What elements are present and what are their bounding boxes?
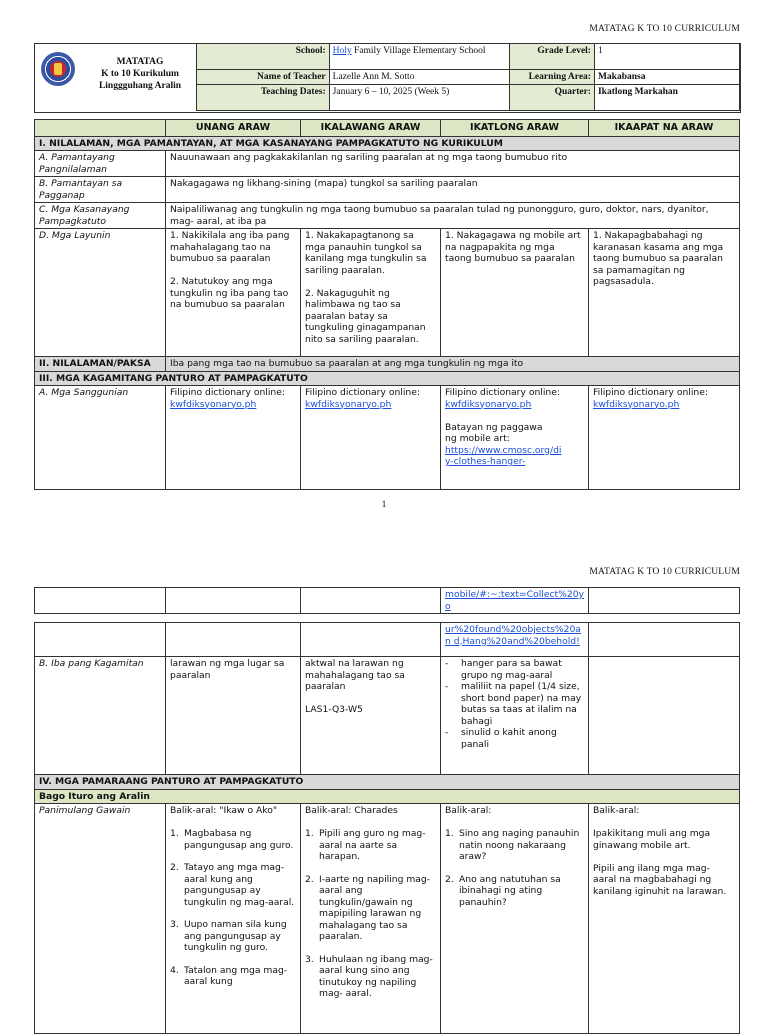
kwf-link-3[interactable]: kwfdiksyonaryo.ph [445,398,532,410]
row-d-label: D. Mga Layunin [35,229,166,357]
section-4-title: IV. MGA PAMARAANG PANTURO AT PAMPAGKATUTO [35,775,740,790]
section-1-title: I. NILALAMAN, MGA PAMANTAYAN, AT MGA KASANAYANG PAMPAGKATUTO NG KURIKULUM [35,136,740,151]
section-2-label: II. NILALAMAN/PAKSA [35,357,166,372]
school-value: Holy Family Village Elementary School [329,44,509,70]
iba-day3 [441,657,589,775]
title-line-2: K to 10 Kurikulum [101,69,179,79]
row-c-label: C. Mga Kasanayang Pampagkatuto [35,203,166,229]
panimula-day4: Balik-aral: Ipakikitang muli ang mga ginawang mobile art. Pipili ang ilang mga mag- aaral na magbabahagi ng kanilang iginuhit na larawan. [589,804,740,1034]
step-item: 2. I-aarte ng napiling mag- aaral ang tungkulin/gawain ng mapipiling larawan ng mahalagang tao sa paaralan. [305,873,431,942]
row-c-text: Naipaliliwanag ang tungkulin ng mga taong bumubuo sa paaralan tulad ng punongguro, guro, doktor, nars, dyanitor, mag- aaral, at iba pa [166,203,740,229]
bago-ituro-title: Bago Ituro ang Aralin [35,789,740,804]
row-b-label: B. Pamantayan sa Pagganap [35,177,166,203]
sanggunian-day4: Filipino dictionary online: kwfdiksyonaryo.ph [589,386,740,490]
cmosc-link-cont-1[interactable]: mobile/#:~:text=Collect%20yo [445,589,584,612]
batayan-text: Batayan ng paggawa ng mobile art: [445,421,543,444]
iba-day2: aktwal na larawan ng mahahalagang tao sa paaralan LAS1-Q3-W5 [301,657,441,775]
panimula-day1: Balik-aral: "Ikaw o Ako" 1. Magbabasa ng pangungusap ang guro. 2. Tatayo ang mga mag- aaral kung ang pangungusap ay tungkulin ng mag-aaral. 3. Uupo naman sila kung ang pangungusap ay tungkulin ng guro. 4. Tatalon ang mga mag- aaral kung [166,804,301,1034]
row-a-label: A. Pamantayang Pangnilalaman [35,151,166,177]
dates-label: Teaching Dates: [197,85,330,111]
step-item: 3. Uupo naman sila kung ang pangungusap ay tungkulin ng guro. [170,919,287,953]
quarter-label: Quarter: [509,85,594,111]
panimula-day2: Balik-aral: Charades 1. Pipili ang guro ng mag- aaral na aarte sa harapan. 2. I-aarte ng napiling mag- aaral ang tungkulin/gawain ng mapipiling larawan ng mahalagang tao sa paaralan. 3. Huhulaan ng ibang mag- aaral kung sino ang tinutukoy ng napiling mag- aaral. [301,804,441,1034]
school-value-link[interactable]: Holy [332,46,352,56]
kwf-link-1[interactable]: kwfdiksyonaryo.ph [170,398,257,410]
area-label: Learning Area: [509,70,594,85]
dates-value: January 6 – 10, 2025 (Week 5) [329,85,509,111]
grade-label: Grade Level: [509,44,594,70]
header-info-table [196,43,740,111]
step-item: 2. Ano ang natutuhan sa ibinahagi ng ating panauhin? [445,873,561,908]
panimula-day3: Balik-aral: 1. Sino ang naging panauhin natin noong nakaraang araw? 2. Ano ang natutuhan sa ibinahagi ng ating panauhin? [441,804,589,1034]
grade-value: 1 [594,44,739,70]
corner-cell [35,120,166,137]
cmosc-link-cont-2[interactable]: ur%20found%20objects%20an d,Hang%20and%20behold! [445,624,581,647]
step-item: 3. Huhulaan ng ibang mag- aaral kung sino ang tinutukoy ng napiling mag- aaral. [305,953,433,999]
step-item: 1. Magbabasa ng pangungusap ang guro. [170,828,294,851]
iba-day4 [589,657,740,775]
material-item: - sinulid o kahit anong panali [445,727,584,750]
sanggunian-day1: Filipino dictionary online: kwfdiksyonaryo.ph [166,386,301,490]
lesson-table-page2 [34,622,740,1034]
cmosc-link[interactable]: https://www.cmosc.org/diy-clothes-hanger- [445,444,562,467]
day-2-header: IKALAWANG ARAW [301,120,441,137]
step-item: 1. Pipili ang guro ng mag- aaral na aarte sa harapan. [305,828,426,862]
row-d-day3: 1. Nakagagawa ng mobile art na nagpapakita ng mga taong bumubuo sa paaralan [441,229,589,357]
iba-day1: larawan ng mga lugar sa paaralan [166,657,301,775]
iba-pang-kagamitan-label: B. Iba pang Kagamitan [35,657,166,775]
area-value: Makabansa [594,70,739,85]
title-line-1: MATATAG [116,57,164,67]
row-b-text: Nakagagawa ng likhang-sining (mapa) tungkol sa sariling paaralan [166,177,740,203]
day-3-header: IKATLONG ARAW [441,120,589,137]
page-2-header: MATATAG K TO 10 CURRICULUM [589,567,740,577]
continuation-row-1 [34,587,740,614]
row-d-day1: 1. Nakikilala ang iba pang mahahalagang tao na bumubuo sa paaralan 2. Natutukoy ang mga tungkulin ng iba pang tao na bumubuo sa paaralan [166,229,301,357]
section-2-text: Iba pang mga tao na bumubuo sa paaralan at ang mga tungkulin ng mga ito [166,357,740,372]
step-item: 2. Tatayo ang mga mag- aaral kung ang pangungusap ay tungkulin ng mag-aaral. [170,862,295,908]
step-item: 1. Sino ang naging panauhin natin noong nakaraang araw? [445,828,580,862]
kwf-link-2[interactable]: kwfdiksyonaryo.ph [305,398,392,410]
sanggunian-day3: Filipino dictionary online: kwfdiksyonaryo.ph Batayan ng paggawa ng mobile art: https://www.cmosc.org/diy-clothes-hanger- [441,386,589,490]
panimula-label: Panimulang Gawain [35,804,166,1034]
school-label: School: [197,44,330,70]
row-a-text: Nauunawaan ang pagkakakilanlan ng sariling paaralan at ng mga taong bumubuo rito [166,151,740,177]
row-d-day2: 1. Nakakapagtanong sa mga panauhin tungkol sa kanilang mga tungkulin sa sariling paaralan. 2. Nakaguguhit ng halimbawa ng tao sa paaralan batay sa tungkuling ginagampanan nito sa sariling paaralan. [301,229,441,357]
material-item: - hanger para sa bawat grupo ng mag-aaral [445,658,584,681]
material-item: - maliliit na papel (1/4 size, short bond paper) na may butas sa taas at ilalim na bahagi [445,681,584,727]
deped-seal-icon [41,52,75,86]
section-3-title: III. MGA KAGAMITANG PANTURO AT PAMPAGKATUTO [35,371,740,386]
title-line-3: Linggguhang Aralin [98,81,182,91]
teacher-label: Name of Teacher [197,70,330,85]
curriculum-header: MATATAG K TO 10 CURRICULUM [589,24,740,34]
kwf-link-4[interactable]: kwfdiksyonaryo.ph [593,398,680,410]
quarter-value: Ikatlong Markahan [594,85,739,111]
teacher-value: Lazelle Ann M. Sotto [329,70,509,85]
page-number: 1 [381,500,387,510]
day-4-header: IKAAPAT NA ARAW [589,120,740,137]
title-block [83,56,197,92]
row-d-day4: 1. Nakapagbabahagi ng karanasan kasama ang mga taong bumubuo sa paaralan sa pamamagitan ng pagsasadula. [589,229,740,357]
sanggunian-label: A. Mga Sanggunian [35,386,166,490]
sanggunian-day2: Filipino dictionary online: kwfdiksyonaryo.ph [301,386,441,490]
step-item: 4. Tatalon ang mga mag- aaral kung [170,964,288,987]
lesson-table-page1 [34,119,740,490]
day-1-header: UNANG ARAW [166,120,301,137]
